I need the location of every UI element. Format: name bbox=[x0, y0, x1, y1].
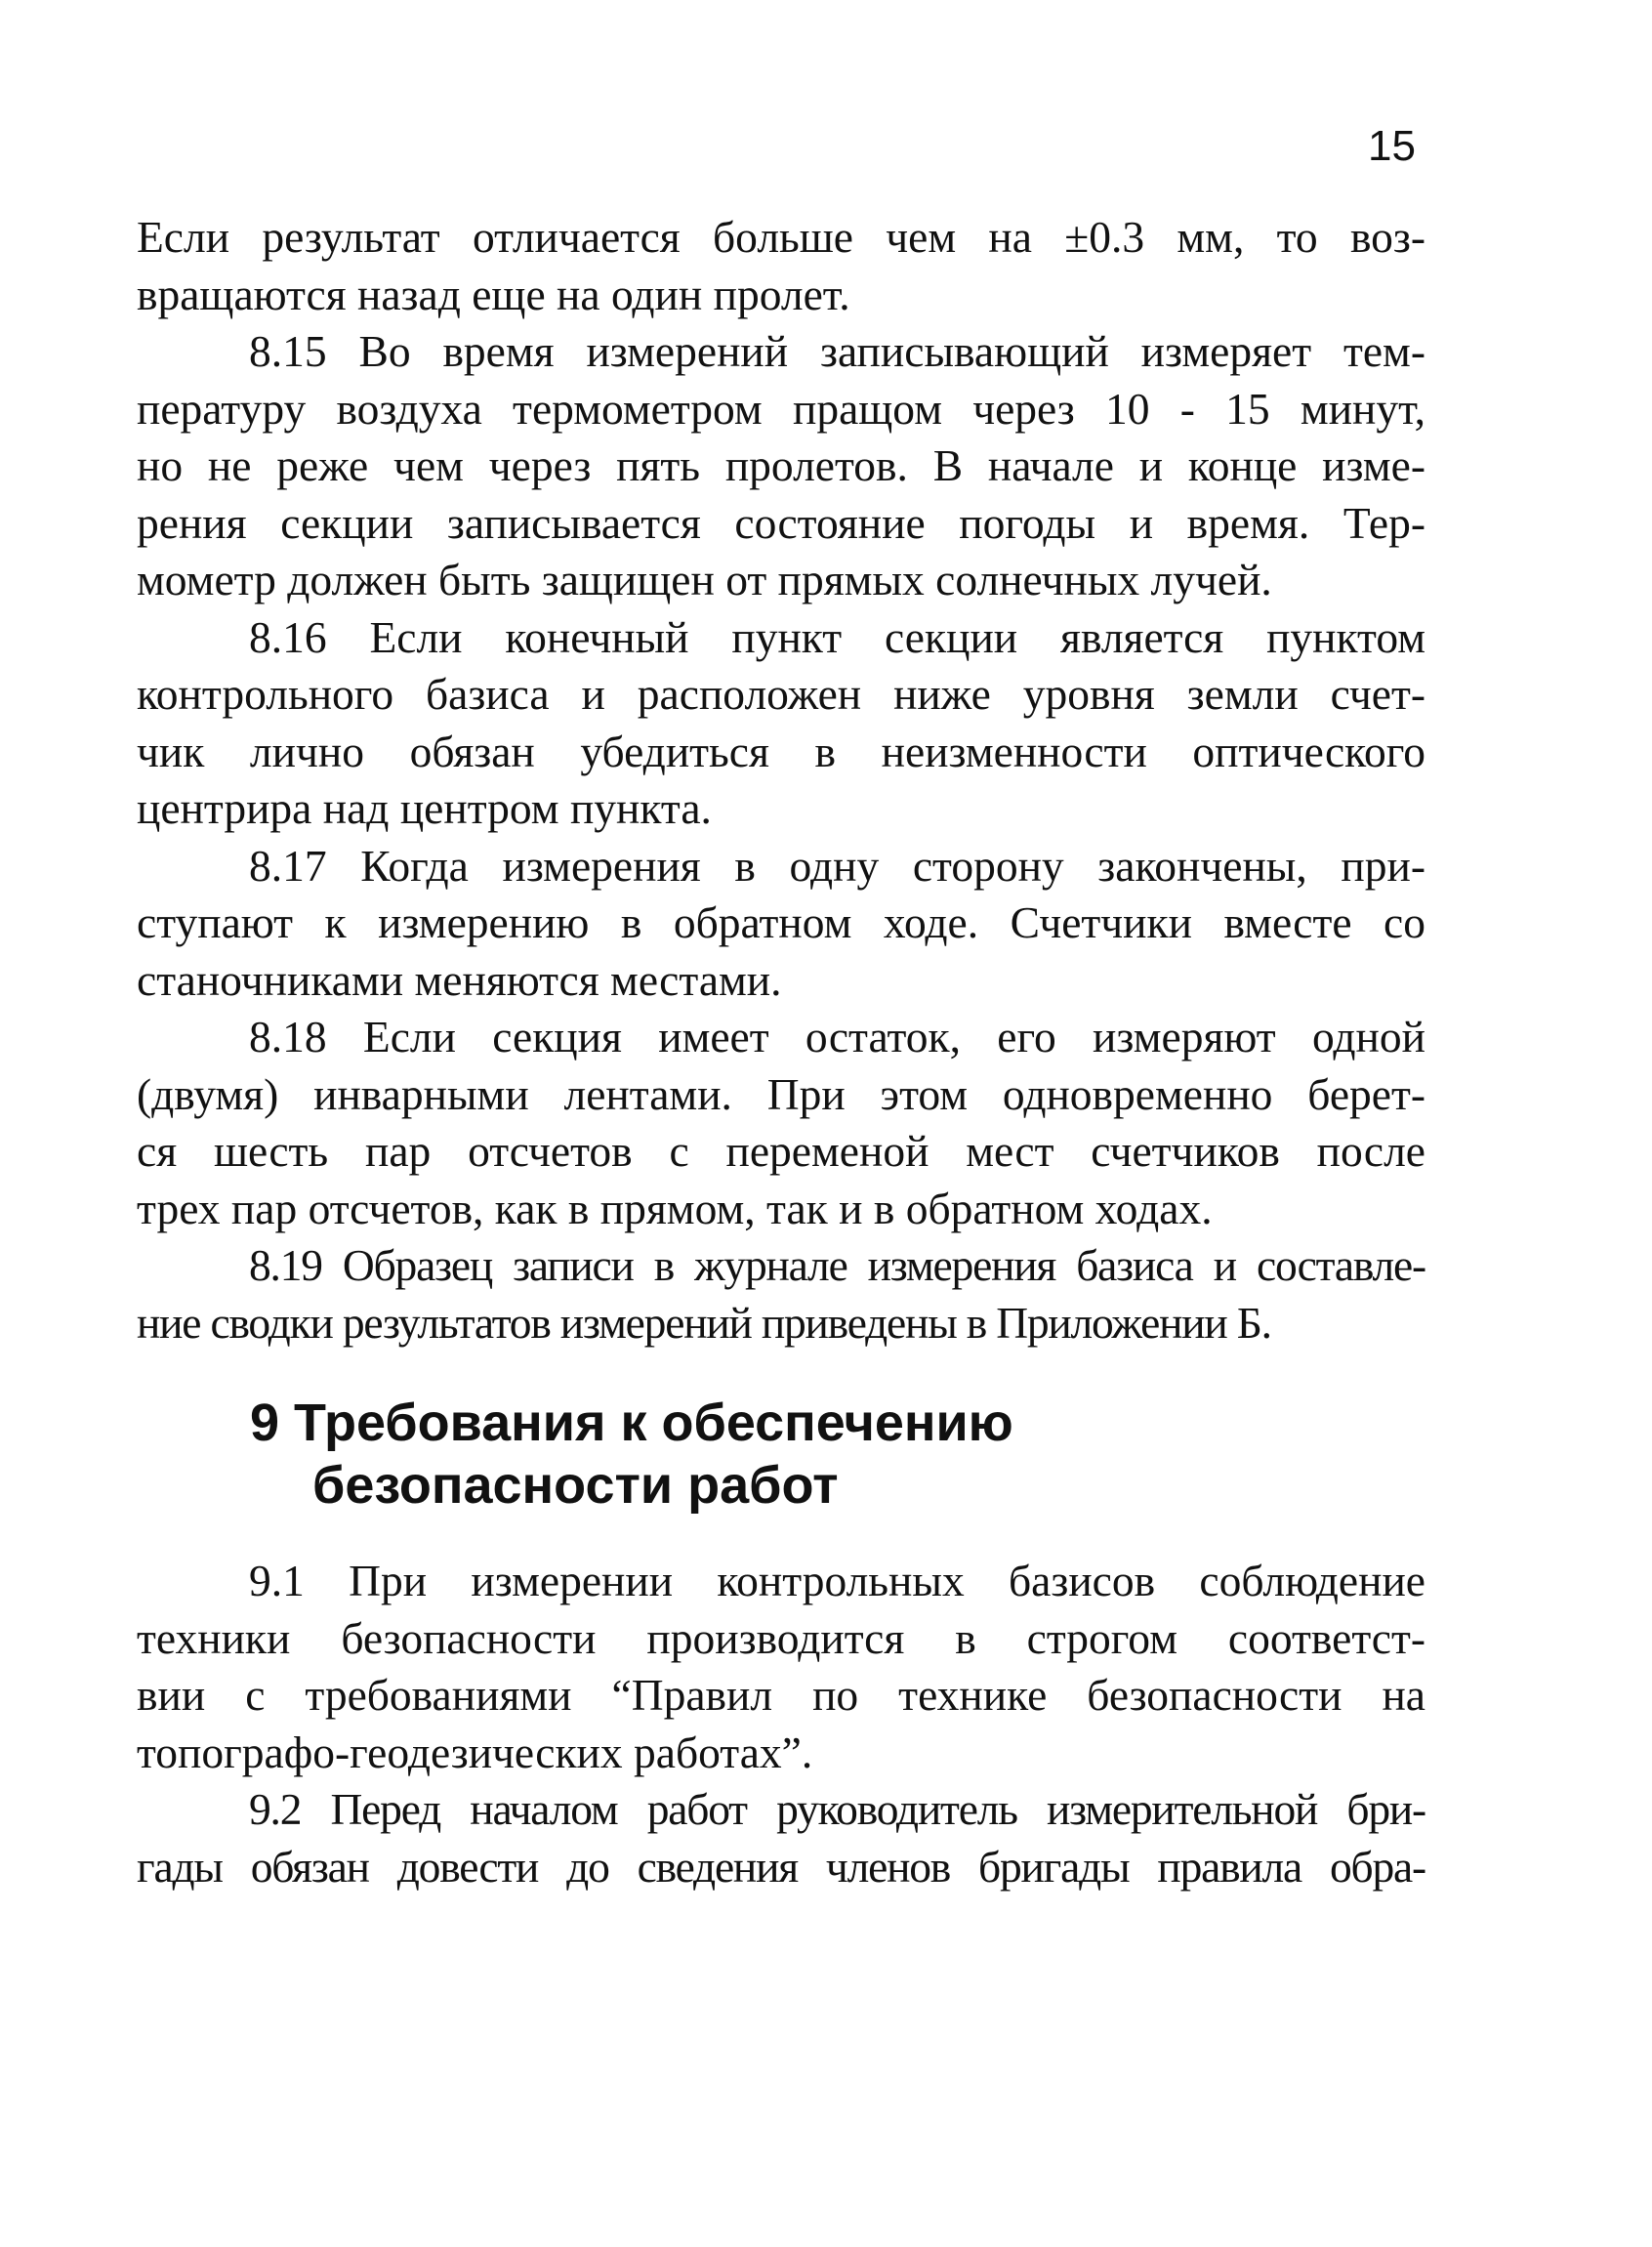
text-line: чик лично обязан убедиться в неизменности оптического bbox=[137, 726, 1425, 776]
text-line: вии с требованиями “Правил по технике безопасности на bbox=[137, 1670, 1425, 1720]
text-line: контрольного базиса и расположен ниже уровня земли счет- bbox=[137, 669, 1425, 719]
text-line: трех пар отсчетов, как в прямом, так и в обратном ходах. bbox=[137, 1183, 1213, 1233]
text-line: центрира над центром пункта. bbox=[137, 783, 712, 833]
text-line: рения секции записывается состояние погоды и время. Тер- bbox=[137, 497, 1425, 548]
page-number: 15 bbox=[1368, 122, 1416, 170]
text-line: топографо-геодезических работах”. bbox=[137, 1727, 813, 1777]
section-9-body bbox=[137, 1553, 1425, 1895]
paragraph-8-17-start: 8.17 Когда измерения в одну сторону закончены, при- bbox=[249, 840, 1425, 891]
text-line: вращаются назад еще на один пролет. bbox=[137, 269, 850, 319]
heading-line: безопасности работ bbox=[312, 1456, 839, 1515]
paragraph-8-19-start: 8.19 Образец записи в журнале измерения базиса и составле- bbox=[249, 1240, 1425, 1290]
paragraph-9-2-start: 9.2 Перед началом работ руководитель измерительной бри- bbox=[249, 1784, 1425, 1834]
paragraph-8-15-start: 8.15 Во время измерений записывающий измеряет тем- bbox=[249, 326, 1425, 376]
text-line: но не реже чем через пять пролетов. В начале и конце изме- bbox=[137, 440, 1425, 490]
section-9-heading bbox=[250, 1392, 1013, 1517]
paragraph-9-1-start: 9.1 При измерении контрольных базисов соблюдение bbox=[249, 1556, 1425, 1605]
section-8-body bbox=[137, 209, 1425, 1352]
paragraph-8-18-start: 8.18 Если секция имеет остаток, его измеряют одной bbox=[249, 1012, 1425, 1061]
text-line: (двумя) инварными лентами. При этом одновременно берет- bbox=[137, 1068, 1425, 1119]
text-line: пературу воздуха термометром пращом через 10 - 15 минут, bbox=[137, 383, 1425, 434]
text-line: станочниками меняются местами. bbox=[137, 954, 782, 1005]
text-line: техники безопасности производится в строгом соответст- bbox=[137, 1612, 1425, 1663]
text-line: ние сводки результатов измерений приведены в Приложении Б. bbox=[137, 1297, 1271, 1348]
heading-line: 9 Требования к обеспечению bbox=[250, 1394, 1013, 1452]
text-line: гады обязан довести до сведения членов бригады правила обра- bbox=[137, 1841, 1425, 1892]
text-line: мометр должен быть защищен от прямых солнечных лучей. bbox=[137, 555, 1272, 604]
paragraph-8-16-start: 8.16 Если конечный пункт секции является пунктом bbox=[249, 611, 1425, 662]
text-line: ся шесть пар отсчетов с переменой мест счетчиков после bbox=[137, 1126, 1425, 1176]
text-line: Если результат отличается больше чем на ±0.3 мм, то воз- bbox=[137, 212, 1425, 262]
text-line: ступают к измерению в обратном ходе. Счетчики вместе со bbox=[137, 897, 1425, 947]
